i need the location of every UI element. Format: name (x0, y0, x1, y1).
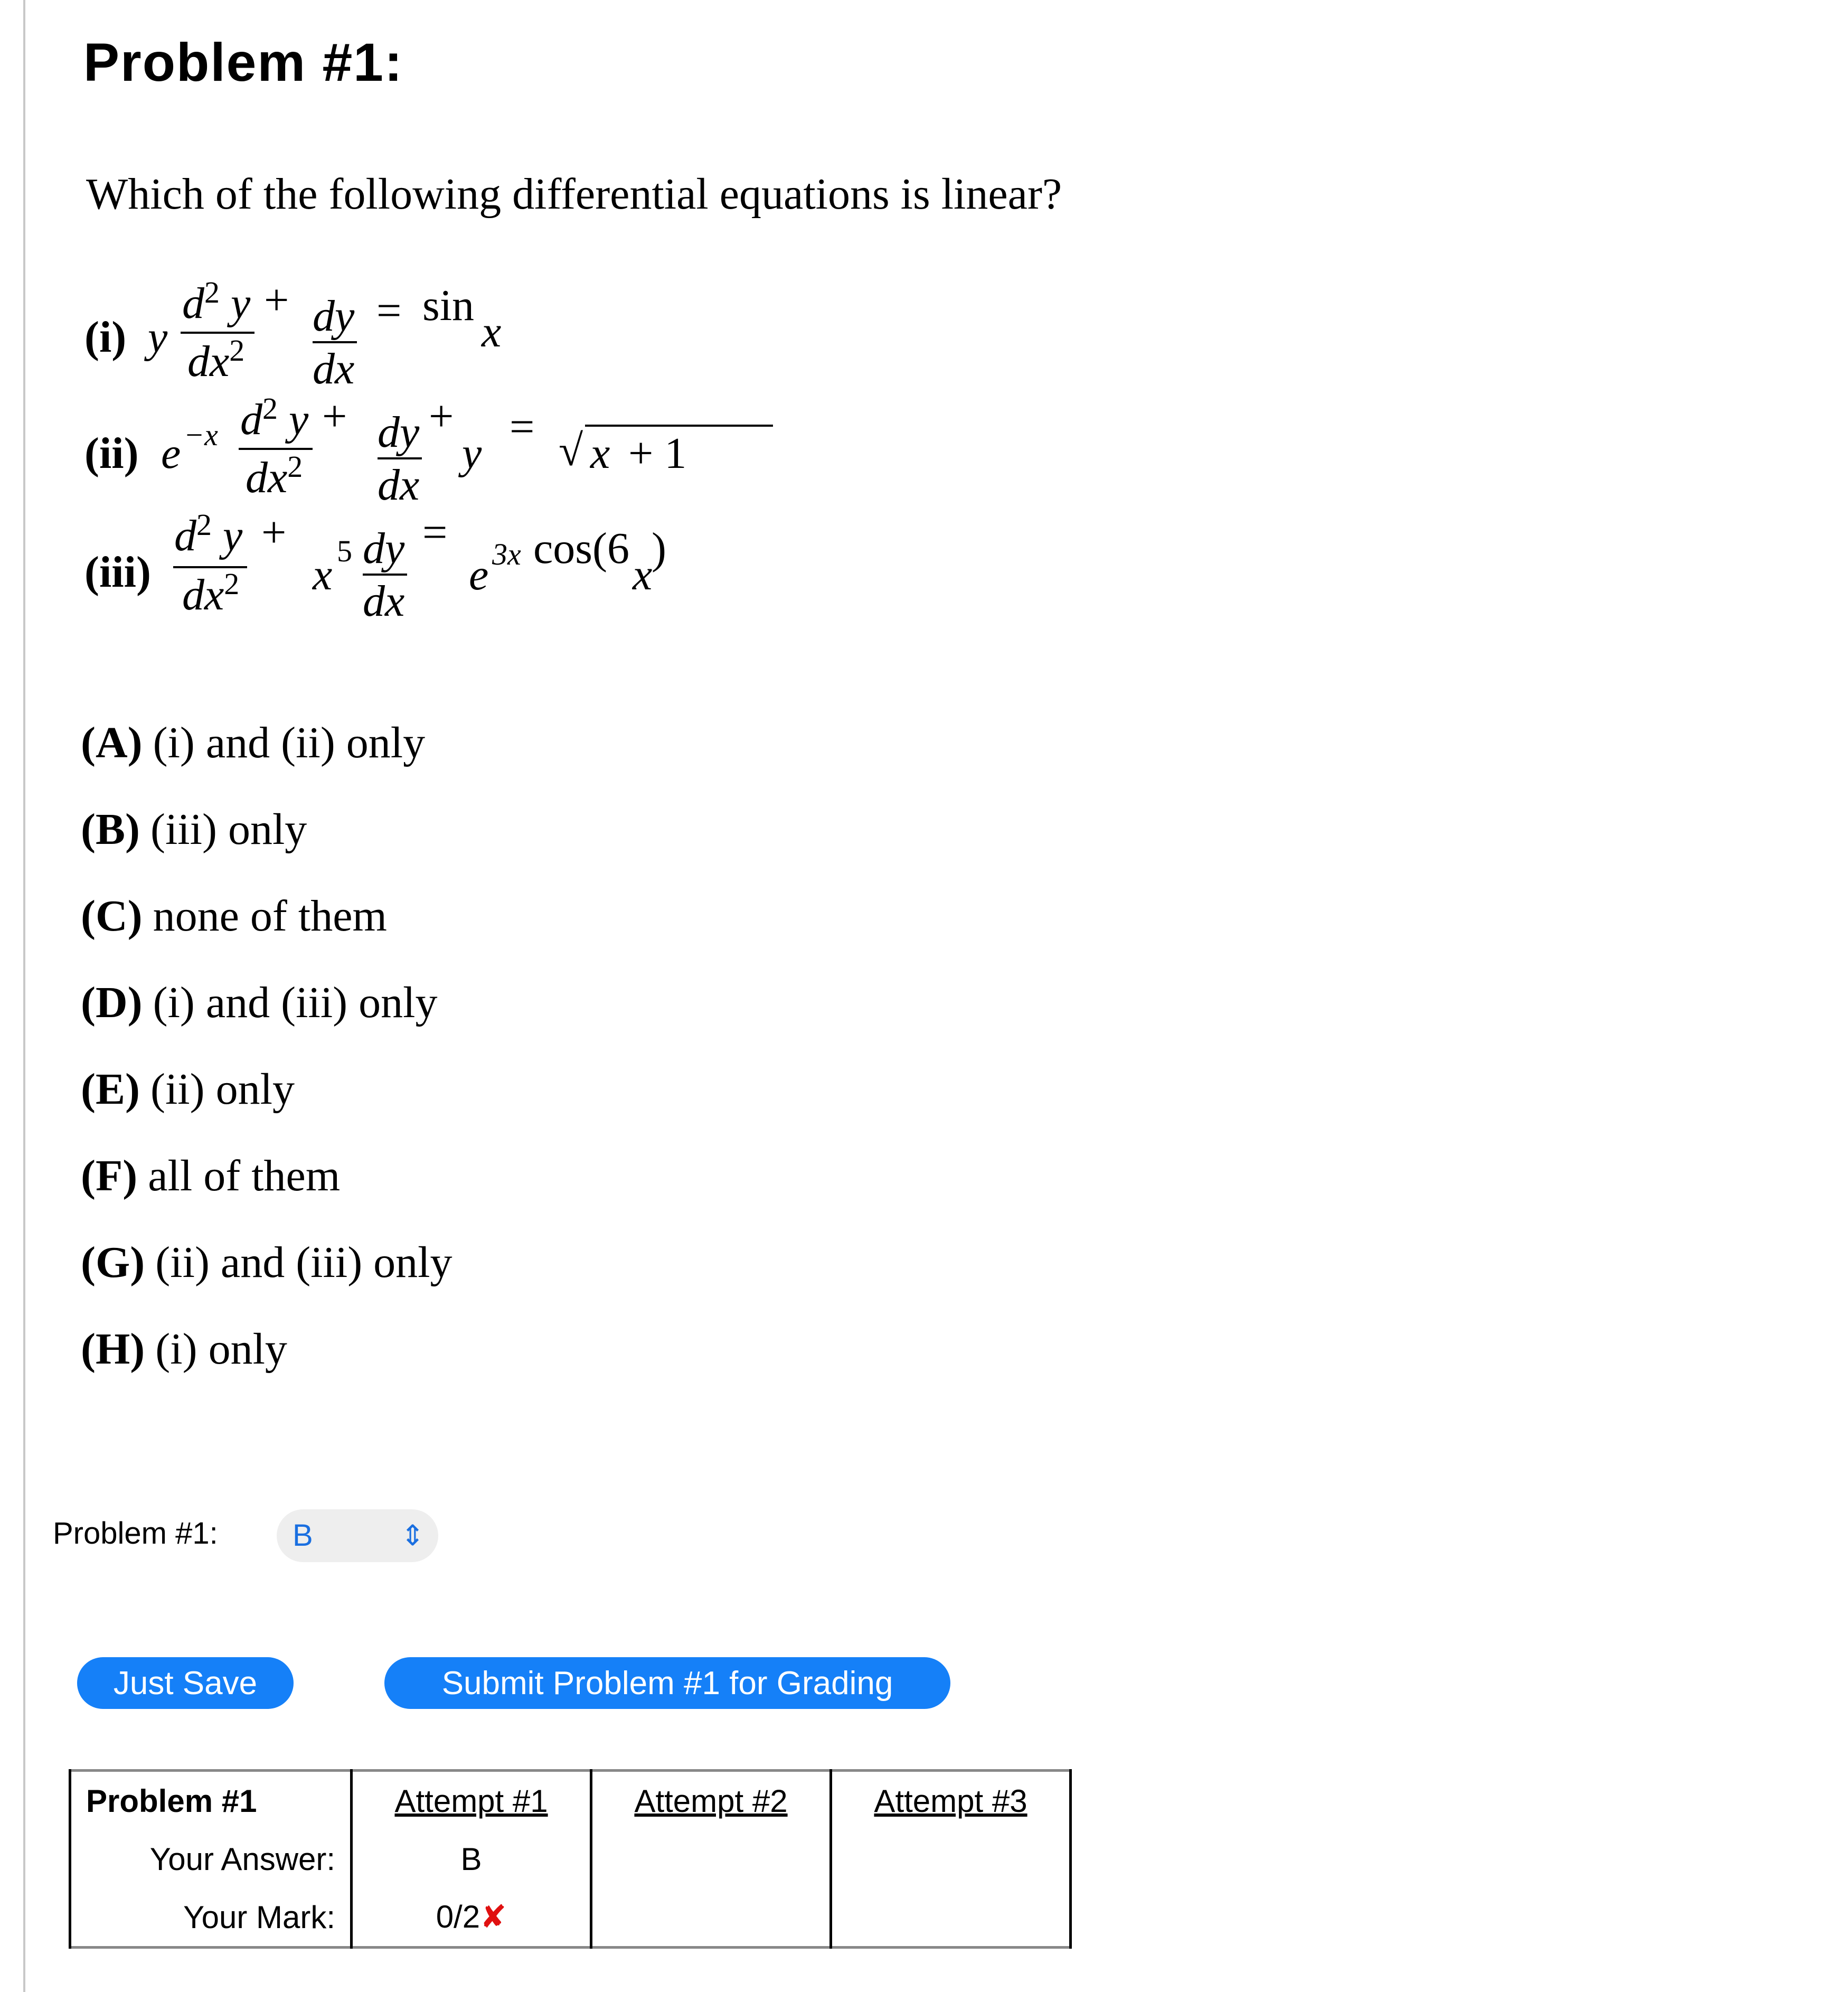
chevron-up-down-icon: ⇕ (400, 1520, 425, 1552)
attempt-1-mark: 0/2✘ (352, 1888, 591, 1948)
choice-g: (G) (ii) and (iii) only (81, 1238, 452, 1287)
equation-ii-label: (ii) (84, 429, 139, 478)
submit-for-grading-button[interactable]: Submit Problem #1 for Grading (384, 1657, 950, 1709)
table-header-problem: Problem #1 (70, 1771, 352, 1830)
choice-d: (D) (i) and (iii) only (81, 978, 438, 1027)
page-title: Problem #1: (83, 32, 403, 92)
attempt-1-answer: B (352, 1830, 591, 1888)
left-border (23, 0, 25, 1992)
attempt-1-link[interactable]: Attempt #1 (352, 1771, 591, 1830)
attempt-2-link[interactable]: Attempt #2 (591, 1771, 831, 1830)
choice-f: (F) all of them (81, 1151, 341, 1200)
choice-c: (C) none of them (81, 891, 387, 941)
results-table (69, 1769, 1072, 1949)
table-row (70, 1888, 1071, 1948)
answer-select[interactable] (277, 1509, 438, 1562)
attempt-2-answer (591, 1830, 831, 1888)
table-row (70, 1830, 1071, 1888)
equation-i: (i) y $d^2$ y $dx^2$ + dy dx = sin x (84, 275, 502, 393)
attempt-3-mark (831, 1888, 1071, 1948)
equation-iii-label: (iii) (84, 548, 151, 597)
attempt-2-mark (591, 1888, 831, 1948)
attempt-3-answer (831, 1830, 1071, 1888)
answer-label: Problem #1: (53, 1516, 218, 1551)
equation-iii: (iii) $d^2$ y $dx^2$ + x 5 dy dx = e 3x cos(6 x ) (84, 508, 666, 626)
choice-h: (H) (i) only (81, 1324, 287, 1374)
your-mark-label: Your Mark: (70, 1888, 352, 1948)
answer-select-value: B (293, 1518, 313, 1553)
equation-i-label: (i) (84, 313, 127, 362)
incorrect-x-icon: ✘ (480, 1899, 507, 1934)
choice-a: (A) (i) and (ii) only (81, 718, 426, 767)
your-answer-label: Your Answer: (70, 1830, 352, 1888)
question-text: Which of the following differential equations is linear? (86, 170, 1062, 219)
just-save-button[interactable]: Just Save (77, 1657, 294, 1709)
attempt-3-link[interactable]: Attempt #3 (831, 1771, 1071, 1830)
table-header-row (70, 1771, 1071, 1830)
choice-e: (E) (ii) only (81, 1065, 295, 1114)
choice-b: (B) (iii) only (81, 805, 307, 854)
equation-ii: (ii) e −x $d^2$ y $dx^2$ + dy dx + y = √ x + 1 (84, 391, 718, 507)
